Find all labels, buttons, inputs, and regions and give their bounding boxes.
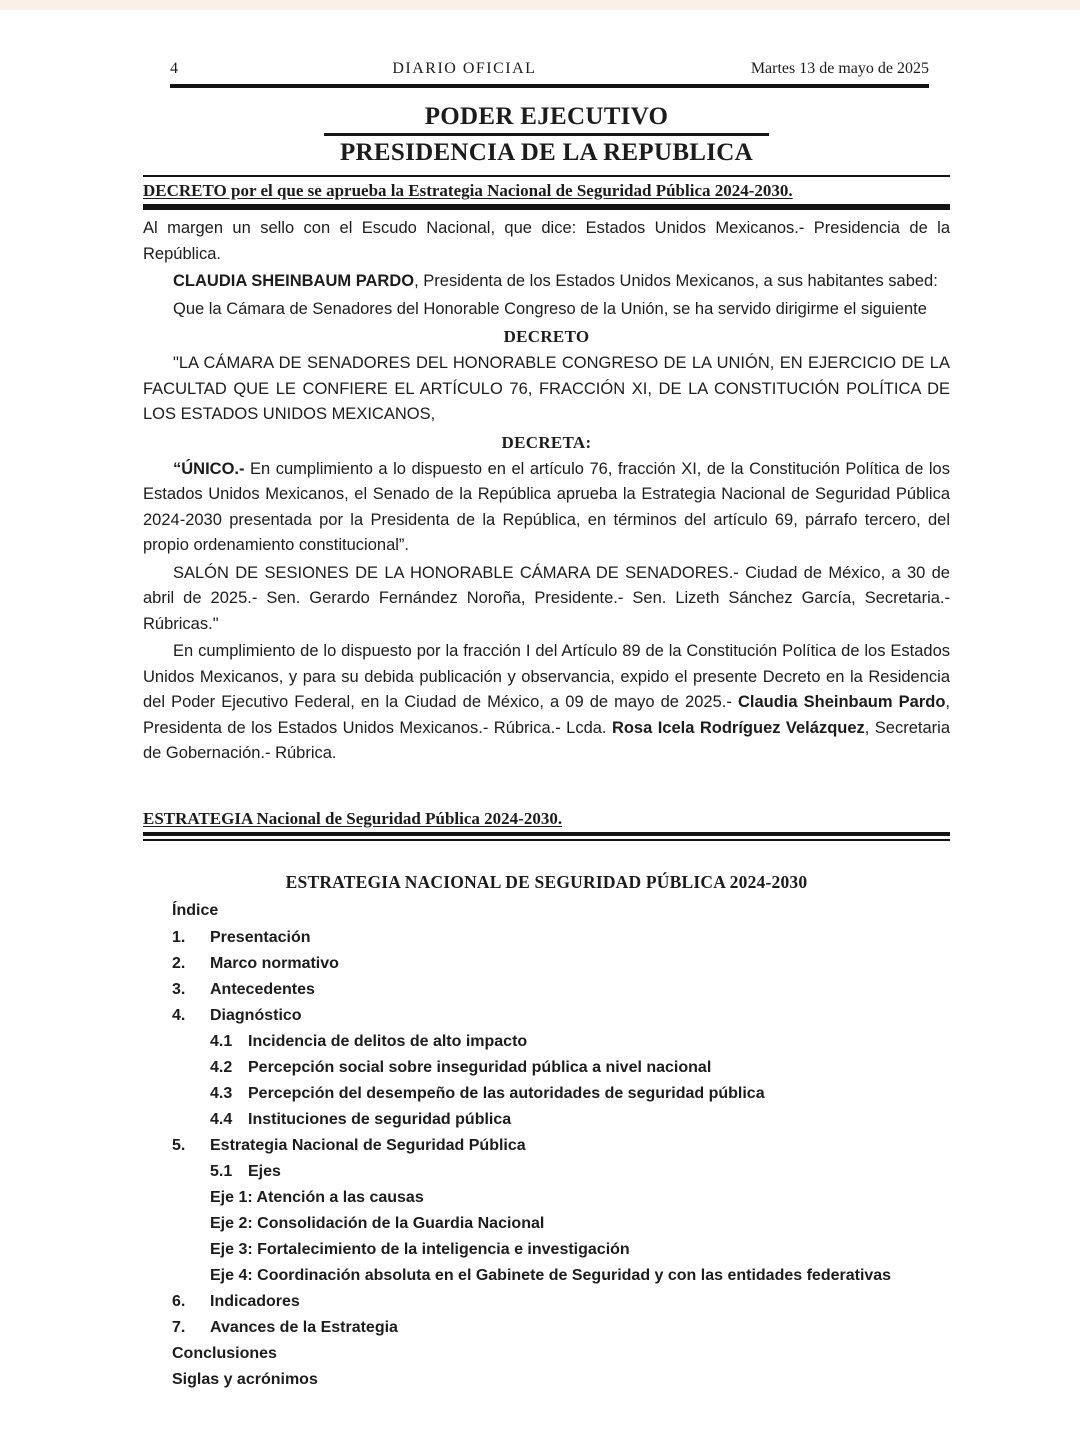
signer-secretary: Rosa Icela Rodríguez Velázquez — [611, 718, 865, 737]
index-item — [143, 1289, 950, 1315]
index-item-number: 6. — [172, 1292, 186, 1310]
index-item-label: Eje 3: Fortalecimiento de la inteligencia e investigación — [210, 1240, 630, 1258]
strategy-heading-rule — [143, 832, 950, 841]
index-item-label: Antecedentes — [210, 980, 315, 998]
index-item-label: Marco normativo — [210, 954, 339, 972]
paragraph-promulgation — [143, 639, 950, 767]
power-heading: PODER EJECUTIVO — [424, 103, 669, 130]
index-item-label: Eje 4: Coordinación absoluta en el Gabinete de Seguridad y con las entidades federativas — [210, 1266, 892, 1284]
index-item-label: Conclusiones — [172, 1344, 277, 1362]
index-item-label: Avances de la Estrategia — [210, 1318, 398, 1336]
index-item-label: Siglas y acrónimos — [172, 1370, 318, 1388]
strategy-section — [143, 809, 950, 1393]
index-item-label: Percepción social sobre inseguridad pública a nivel nacional — [248, 1058, 712, 1076]
index-item-number: 3. — [172, 980, 186, 998]
signer-president: Claudia Sheinbaum Pardo — [737, 693, 946, 711]
paragraph-president — [143, 269, 950, 295]
index-item-number: 5.1 — [210, 1162, 233, 1180]
index-item-number: 7. — [172, 1318, 186, 1336]
index-eje-item — [143, 1263, 950, 1289]
masthead-divider — [324, 133, 769, 136]
index-item-label: Instituciones de seguridad pública — [248, 1110, 512, 1128]
index-eje-item — [143, 1211, 950, 1237]
index-item-number: 2. — [172, 954, 186, 972]
index-item — [143, 925, 950, 951]
journal-title: DIARIO OFICIAL — [392, 60, 537, 77]
index-item-number: 4.3 — [210, 1084, 233, 1102]
index-item-label: Ejes — [248, 1162, 281, 1180]
paragraph-chamber: "LA CÁMARA DE SENADORES DEL HONORABLE CONGRESO DE LA UNIÓN, EN EJERCICIO DE LA FACULTAD QUE LE CONFIERE EL ARTÍCULO 76, FRACCIÓN XI, DE LA CONSTITUCIÓN POLÍTICA DE LOS ESTADOS UNIDOS MEXICANOS, — [143, 354, 950, 423]
decree-summary-text: DECRETO por el que se aprueba la Estrategia Nacional de Seguridad Pública 2024-2030. — [143, 181, 793, 200]
index-item-number: 4.1 — [210, 1032, 233, 1050]
unico-label: “ÚNICO.- — [173, 459, 245, 478]
index-subitem — [143, 1055, 950, 1081]
strategy-section-heading — [143, 809, 950, 832]
index-item — [143, 1367, 950, 1393]
document-page — [0, 10, 1080, 1433]
index-item — [143, 977, 950, 1003]
paragraph-intro: Que la Cámara de Senadores del Honorable Congreso de la Unión, se ha servido dirigirme el siguiente — [173, 299, 927, 318]
index-item — [143, 1341, 950, 1367]
index-item-label: Estrategia Nacional de Seguridad Pública — [210, 1136, 526, 1154]
decreta-heading: DECRETA: — [501, 432, 592, 452]
index-item-label: Indicadores — [210, 1292, 300, 1310]
index-item — [143, 1003, 950, 1029]
index-item-label: Eje 2: Consolidación de la Guardia Nacional — [210, 1214, 545, 1232]
page-header — [170, 60, 929, 88]
index-eje-item — [143, 1185, 950, 1211]
agency-heading: PRESIDENCIA DE LA REPUBLICA — [339, 139, 754, 166]
promulgation-text: En cumplimiento de lo dispuesto por la fracción I del Artículo 89 de la Constitución Política de los Estados Unidos Mexicanos, y para su debida publicación y observancia, expido el presente Decreto en la Residencia del Poder Ejecutivo Federal, en la Ciudad de México, a 09 de mayo de 2025.- — [143, 642, 950, 711]
paragraph-salon: SALÓN DE SESIONES DE LA HONORABLE CÁMARA DE SENADORES.- Ciudad de México, a 30 de abril de 2025.- Sen. Gerardo Fernández Noroña, Presidente.- Sen. Lizeth Sánchez García, Secretaria.- Rúbricas." — [143, 563, 950, 633]
decreto-heading: DECRETO — [503, 327, 590, 346]
index-eje-item — [143, 1237, 950, 1263]
index-item-label: Diagnóstico — [210, 1006, 302, 1024]
issue-date: Martes 13 de mayo de 2025 — [750, 60, 929, 77]
index-item-label: Presentación — [210, 928, 311, 946]
paragraph-unico — [143, 457, 950, 559]
index-item-number: 4.4 — [210, 1110, 233, 1128]
decree-summary-line — [143, 177, 950, 204]
strategy-title: ESTRATEGIA NACIONAL DE SEGURIDAD PÚBLICA 2024-2030 — [285, 871, 808, 892]
index-subitem — [143, 1029, 950, 1055]
index-item-label: Percepción del desempeño de las autoridades de seguridad pública — [248, 1084, 765, 1102]
strategy-section-heading-text: ESTRATEGIA Nacional de Seguridad Pública 2024-2030. — [143, 808, 563, 828]
index-heading: Índice — [172, 901, 219, 919]
index-subitem — [143, 1159, 950, 1185]
index-item-label: Eje 1: Atención a las causas — [210, 1188, 424, 1206]
promulgation-text: , Presidenta de los Estados Unidos Mexicanos.- Rúbrica.- Lcda. — [143, 693, 950, 737]
index-item-number: 5. — [172, 1136, 186, 1154]
president-rest: , Presidenta de los Estados Unidos Mexicanos, a sus habitantes sabed: — [414, 272, 938, 290]
summary-bottom-rule — [143, 204, 950, 210]
paragraph-margin-note: Al margen un sello con el Escudo Nacional, que dice: Estados Unidos Mexicanos.- Presidencia de la República. — [143, 219, 950, 263]
page-number: 4 — [170, 60, 178, 77]
index-item-label: Incidencia de delitos de alto impacto — [248, 1032, 528, 1050]
window-top-strip — [0, 0, 1080, 10]
promulgation-text: , Secretaria de Gobernación.- Rúbrica. — [143, 718, 950, 762]
president-name: CLAUDIA SHEINBAUM PARDO — [173, 272, 415, 290]
index-item — [143, 951, 950, 977]
index-item — [143, 1315, 950, 1341]
unico-text: En cumplimiento a lo dispuesto en el artículo 76, fracción XI, de la Constitución Política de los Estados Unidos Mexicanos, el Senado de la República aprueba la Estrategia Nacional de Seguridad Pública 2024-2030 presentada por la Presidenta de la República, en términos del artículo 69, párrafo tercero, del propio ordenamiento constitucional”. — [143, 459, 950, 554]
index-item-number: 1. — [172, 928, 186, 946]
index-item — [143, 1133, 950, 1159]
index-subitem — [143, 1081, 950, 1107]
index-item-number: 4. — [172, 1006, 186, 1024]
index-item-number: 4.2 — [210, 1058, 233, 1076]
index-subitem — [143, 1107, 950, 1133]
